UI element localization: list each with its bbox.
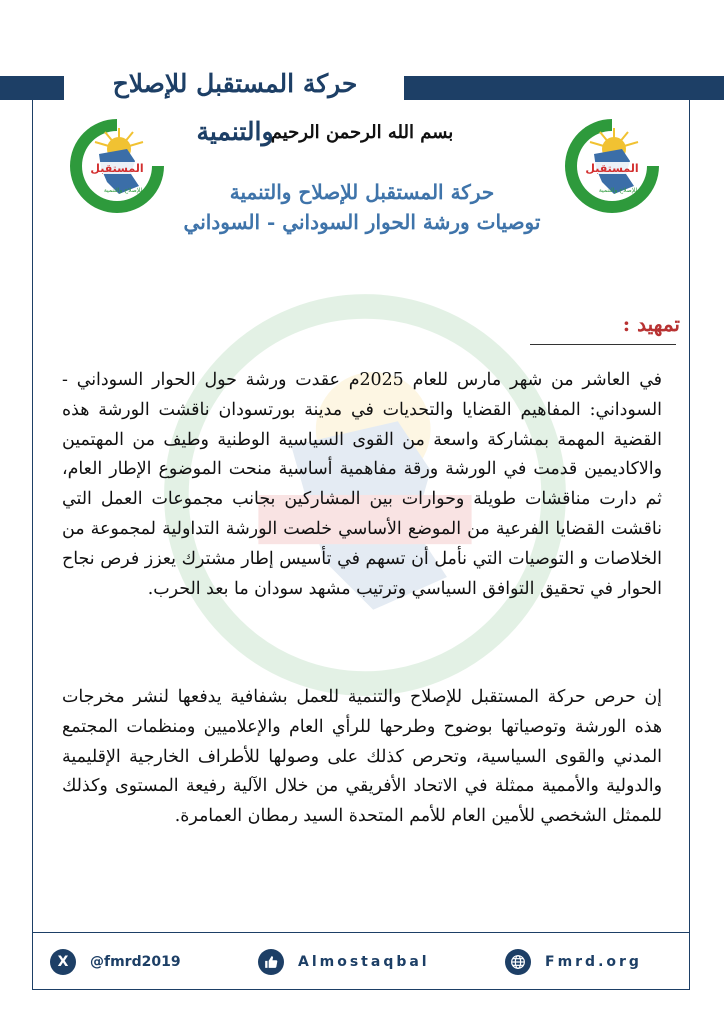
logo-right-brand: المستقبل xyxy=(585,162,639,175)
header-band-left xyxy=(0,76,64,100)
footer-facebook-link[interactable] xyxy=(258,945,430,979)
globe-icon xyxy=(505,949,531,975)
header-band-right xyxy=(404,76,724,100)
intro-heading: تمهيد : xyxy=(622,312,680,336)
footer-divider xyxy=(32,932,690,933)
website-url: Fmrd.org xyxy=(545,954,642,970)
intro-heading-underline xyxy=(530,344,676,345)
footer-x-link[interactable] xyxy=(50,945,181,979)
logo-right xyxy=(562,116,662,216)
logo-right-tagline: للإصلاح والتنمية xyxy=(598,187,638,194)
paragraph-2: إن حرص حركة المستقبل للإصلاح والتنمية للعمل بشفافية يدفعها لنشر مخرجات هذه الورشة وتوصياتها بوضوح وطرحها للرأي العام والإعلاميين ومنظمات المجتمع المدني والقوى السياسية، وتحرص كذلك على وصولها للأطراف الخارجية الإقليمية والدولية والأممية ممثلة في الاتحاد الأفريقي من خلال الآلية رفيعة المستوى وكذلك للممثل الشخصي للأمين العام للأمم المتحدة السيد رمطان العمامرة. xyxy=(62,687,662,827)
logo-left xyxy=(67,116,167,216)
x-icon: X xyxy=(50,949,76,975)
paragraph-1: في العاشر من شهر مارس للعام 2025م عقدت ورشة حول الحوار السوداني - السوداني: المفاهيم القضايا والتحديات في مدينة بورتسودان ناقشت الورشة هذه القضية المهمة بمشاركة واسعة من القوى السياسية الوطنية وطيف من المهتمين والاكاديمين قدمت في الورشة ورقة مفاهمية أساسية منحت الموضوع الإطار العام، ثم دارت مناقشات طويلة وحوارات بين المشاركين بجانب مجموعات العمل التي ناقشت القضايا الفرعية من الموضع الأساسي خلصت الورشة التداولية لمجموعة من الخلاصات و التوصيات التي نأمل أن تسهم في تأسيس إطار مشترك يعزز فرص نجاح الحوار في تحقيق التوافق السياسي وترتيب مشهد سودان ما بعد الحرب. xyxy=(62,370,662,599)
facebook-handle: Almostaqbal xyxy=(298,954,430,970)
thumbs-up-icon xyxy=(258,949,284,975)
bismillah: بسم الله الرحمن الرحيم xyxy=(270,122,454,143)
header-title: حركة المستقبل للإصلاح والتنمية xyxy=(112,69,358,146)
document-subtitle: توصيات ورشة الحوار السوداني - السوداني xyxy=(183,210,541,234)
logo-left-tagline: للإصلاح والتنمية xyxy=(103,187,143,194)
logo-left-brand: المستقبل xyxy=(90,162,144,175)
footer-website-link[interactable] xyxy=(505,945,642,979)
document-org-name: حركة المستقبل للإصلاح والتنمية xyxy=(229,180,495,204)
x-handle: @fmrd2019 xyxy=(90,954,181,970)
